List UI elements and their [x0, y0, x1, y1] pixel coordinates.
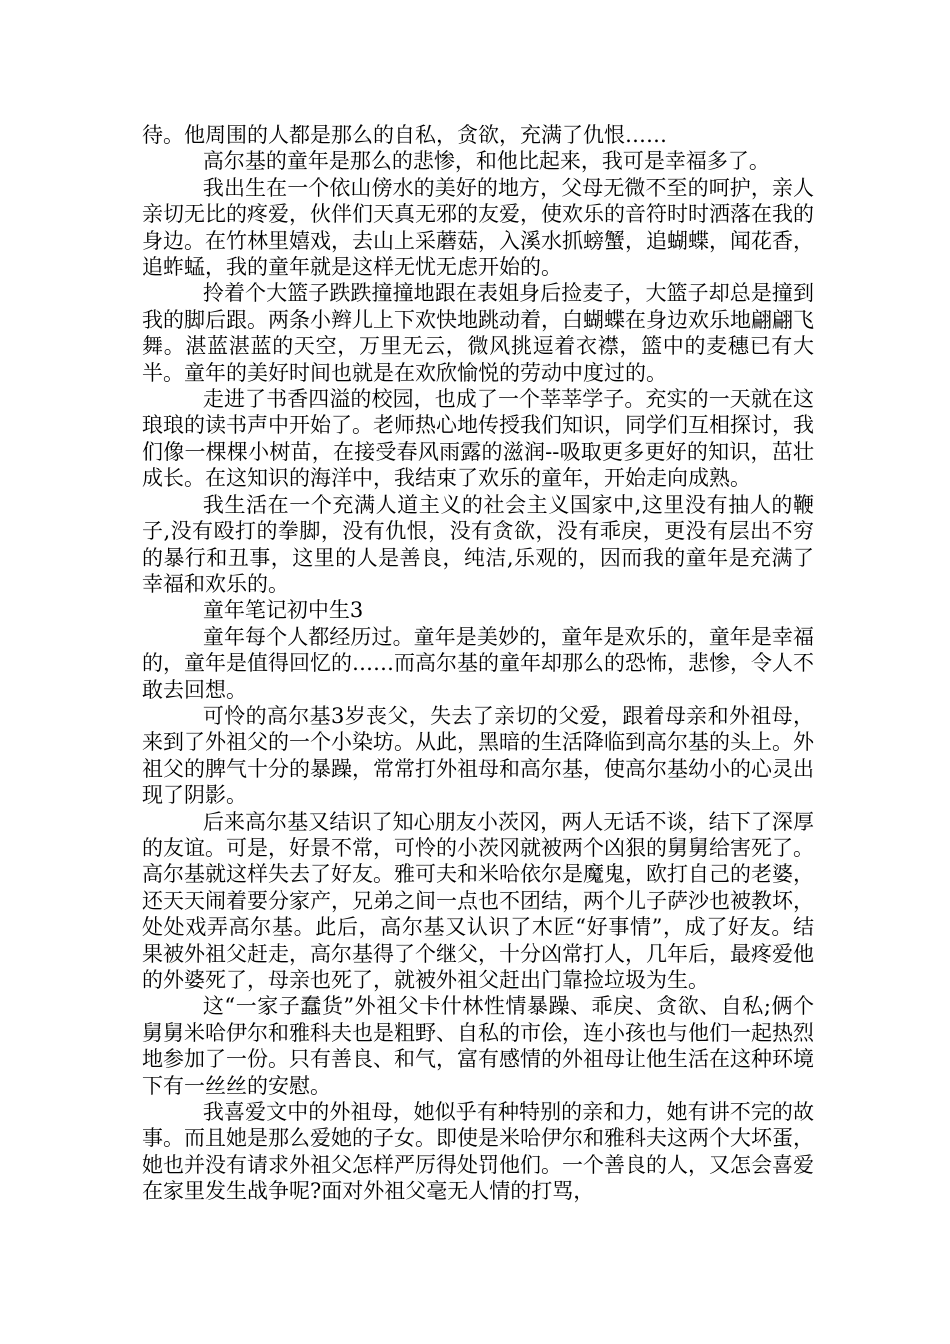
paragraph: 我喜爱文中的外祖母，她似乎有种特别的亲和力，她有讲不完的故事。而且她是那么爱她的子女。即使是米哈伊尔和雅科夫这两个大坏蛋，她也并没有请求外祖父怎样严厉得处罚他们。一个善良的人，又怎会喜爱在家里发生战争呢?面对外祖父毫无人情的打骂，: [142, 1100, 814, 1204]
paragraph: 高尔基的童年是那么的悲惨，和他比起来，我可是幸福多了。: [202, 149, 770, 174]
paragraph: 可怜的高尔基3岁丧父，失去了亲切的父爱，跟着母亲和外祖母，来到了外祖父的一个小染坊。从此，黑暗的生活降临到高尔基的头上。外祖父的脾气十分的暴躁，常常打外祖母和高尔基，使高尔基幼小的心灵出现了阴影。: [142, 703, 814, 808]
paragraph-continuation: 待。他周围的人都是那么的自私，贪欲，充满了仇恨……: [142, 123, 667, 147]
section-heading: 童年笔记初中生3: [202, 598, 364, 623]
paragraph: 童年每个人都经历过。童年是美妙的，童年是欢乐的，童年是幸福的，童年是值得回忆的……而高尔基的童年却那么的恐怖，悲惨，令人不敢去回想。: [142, 624, 814, 702]
paragraph: 拎着个大篮子跌跌撞撞地跟在表姐身后捡麦子，大篮子却总是撞到我的脚后跟。两条小辫儿上下欢快地跳动着，白蝴蝶在身边欢乐地翩翩飞舞。湛蓝湛蓝的天空，万里无云，微风挑逗着衣襟，篮中的麦穗已有大半。童年的美好时间也就是在欢欣愉悦的劳动中度过的。: [142, 281, 814, 385]
paragraph: 走进了书香四溢的校园，也成了一个莘莘学子。充实的一天就在这琅琅的读书声中开始了。老师热心地传授我们知识，同学们互相探讨，我们像一棵棵小树苗，在接受春风雨露的滋润--吸取更多更好的知识，茁壮成长。在这知识的海洋中，我结束了欢乐的童年，开始走向成熟。: [142, 387, 814, 491]
paragraph: 这“一家子蠢货”外祖父卡什林性情暴躁、乖戾、贪欲、自私;俩个舅舅米哈伊尔和雅科夫也是粗野、自私的市侩，连小孩也与他们一起热烈地参加了一份。只有善良、和气，富有感情的外祖母让他生活在这种环境下有一丝丝的安慰。: [142, 994, 814, 1098]
paragraph: 我出生在一个依山傍水的美好的地方，父母无微不至的呵护，亲人亲切无比的疼爱，伙伴们天真无邪的友爱，使欢乐的音符时时洒落在我的身边。在竹林里嬉戏，去山上采蘑菇，入溪水抓螃蟹，追蝴蝶，闻花香，追蚱蜢，我的童年就是这样无忧无虑开始的。: [142, 175, 814, 280]
paragraph: 后来高尔基又结识了知心朋友小茨冈，两人无话不谈，结下了深厚的友谊。可是，好景不常，可怜的小茨冈就被两个凶狠的舅舅给害死了。高尔基就这样失去了好友。雅可夫和米哈依尔是魔鬼，欧打自己的老婆，还天天闹着要分家产，兄弟之间一点也不团结，两个儿子萨沙也被教坏，处处戏弄高尔基。此后，高尔基又认识了木匠“好事情”，成了好友。结果被外祖父赶走，高尔基得了个继父，十分凶常打人，几年后，最疼爱他的外婆死了，母亲也死了，就被外祖父赶出门靠捡垃圾为生。: [142, 809, 814, 992]
paragraph: 我生活在一个充满人道主义的社会主义国家中,这里没有抽人的鞭子,没有殴打的拳脚，没有仇恨，没有贪欲，没有乖戾，更没有层出不穷的暴行和丑事，这里的人是善良，纯洁,乐观的，因而我的童年是充满了幸福和欢乐的。: [142, 492, 814, 596]
body-text: [142, 122, 814, 1205]
